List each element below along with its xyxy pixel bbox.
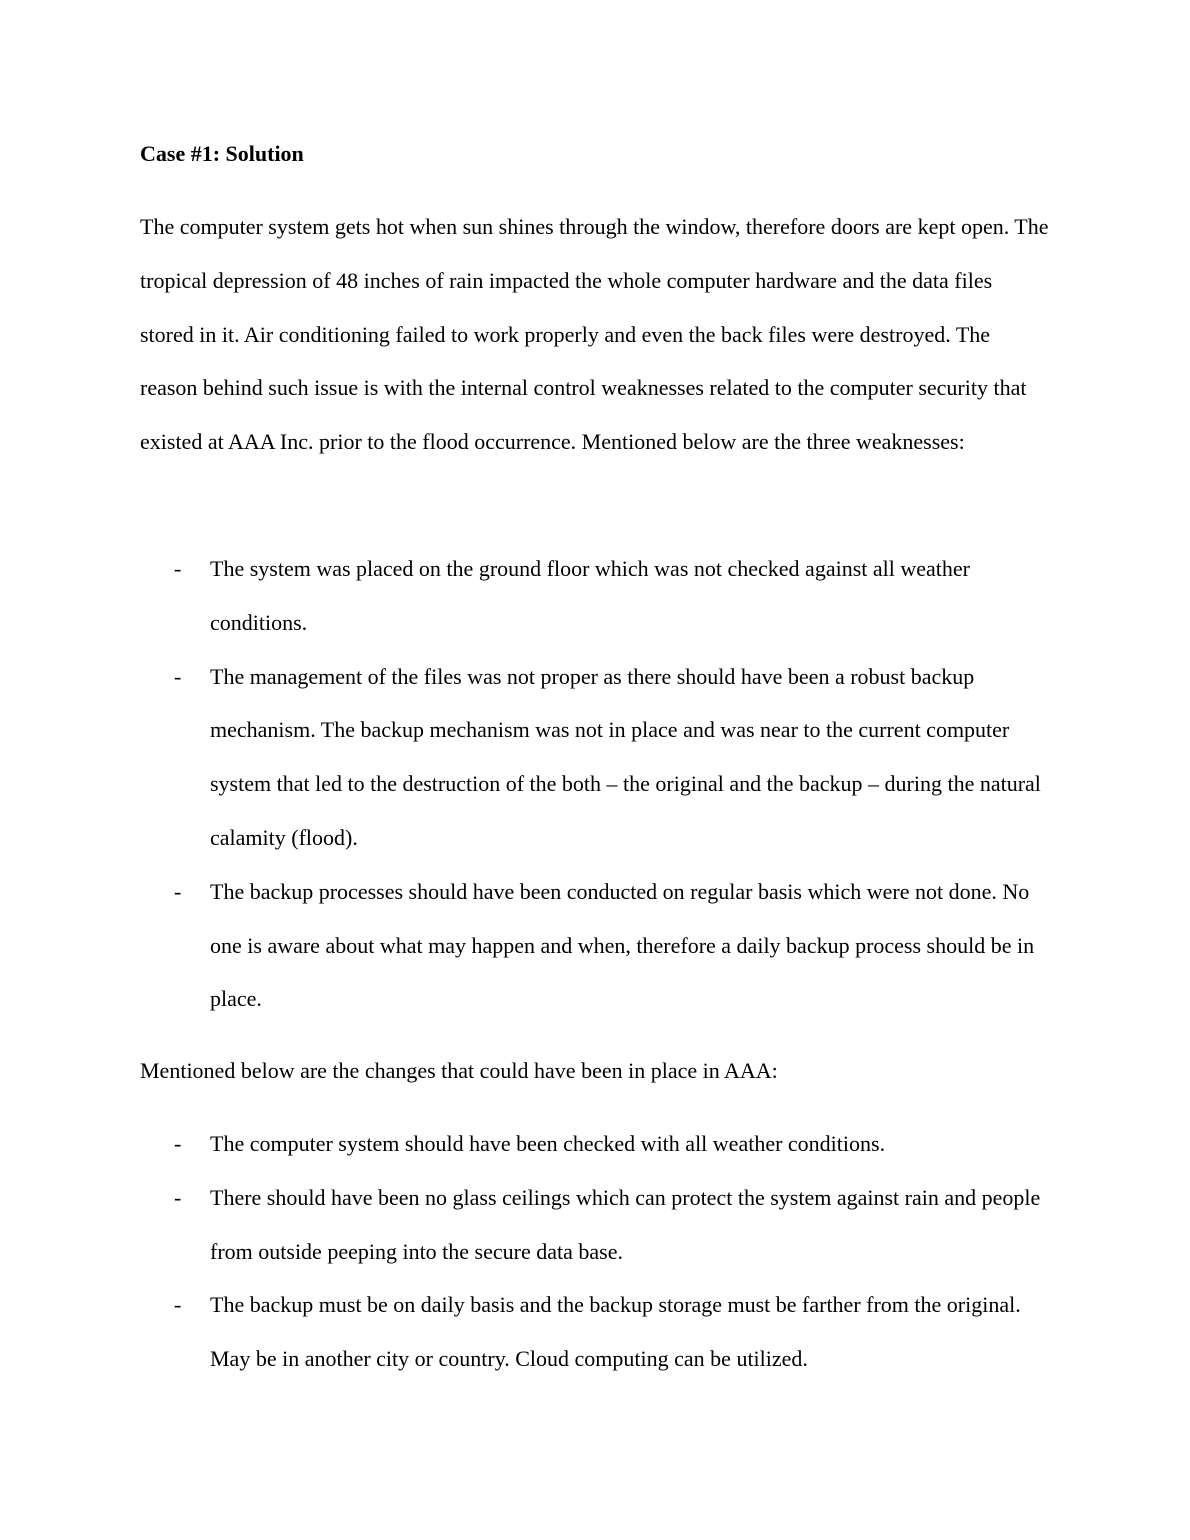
list-item-text: The computer system should have been checked with all weather conditions. [210, 1131, 886, 1156]
bullet-dash: - [174, 663, 182, 689]
list-item-text: The system was placed on the ground floor which was not checked against all weather conditions. [210, 556, 970, 635]
list-item [140, 542, 1060, 650]
changes-list [140, 1117, 1060, 1386]
list-item-text: The backup must be on daily basis and the backup storage must be farther from the original. May be in another city or country. Cloud computing can be utilized. [210, 1292, 1021, 1372]
bullet-dash: - [174, 1131, 182, 1156]
bullet-dash: - [174, 1184, 182, 1210]
list-item [140, 1171, 1060, 1279]
list-item [140, 650, 1060, 865]
list-item [140, 865, 1060, 1026]
list-item [140, 1278, 1060, 1386]
bullet-dash: - [174, 878, 182, 904]
list-item-text: The backup processes should have been conducted on regular basis which were not done. No one is aware about what may happen and when, therefore a daily backup process should be in place. [210, 878, 1035, 1012]
list-item-text: The management of the files was not proper as there should have been a robust backup mechanism. The backup mechanism was not in place and was near to the current computer system that led to the destruction of the both – the original and the backup – during the natural calamity (flood). [210, 663, 1041, 850]
case-heading: Case #1: Solution [140, 141, 304, 166]
weaknesses-list [140, 542, 1060, 1026]
bullet-dash: - [174, 556, 182, 581]
list-item-text: There should have been no glass ceilings which can protect the system against rain and people from outside peeping into the secure data base. [210, 1184, 1041, 1264]
bullet-dash: - [174, 1292, 182, 1318]
changes-intro-paragraph: Mentioned below are the changes that could have been in place in AAA: [140, 1058, 778, 1083]
intro-paragraph: The computer system gets hot when sun shines through the window, therefore doors are kept open. The tropical depression of 48 inches of rain impacted the whole computer hardware and the data files stored in it. Air conditioning failed to work properly and even the back files were destroyed. The reason behind such issue is with the internal control weaknesses related to the computer security that existed at AAA Inc. prior to the flood occurrence. Mentioned below are the three weaknesses: [140, 214, 1049, 455]
list-item [140, 1117, 1060, 1171]
